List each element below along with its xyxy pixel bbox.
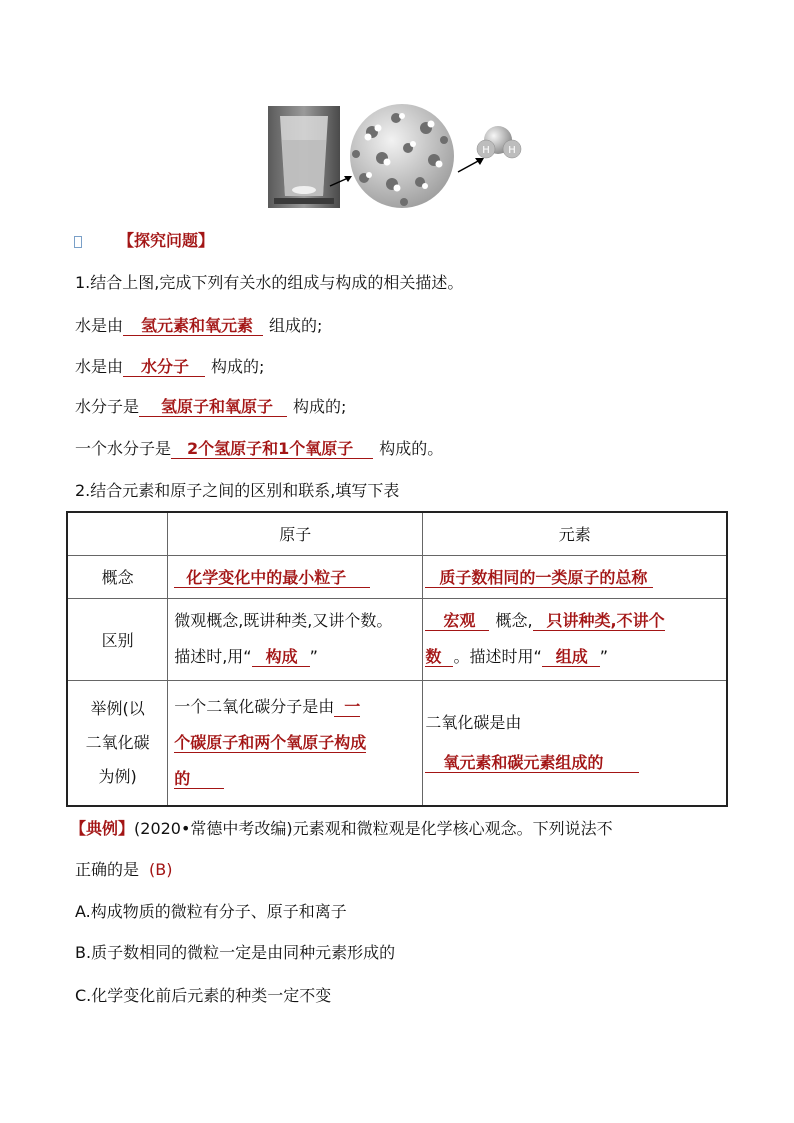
comparison-table — [66, 511, 728, 807]
option-b: B.质子数相同的微粒一定是由同种元素形成的 — [75, 943, 396, 962]
diff-atom-pre: 描述时,用“ — [174, 647, 252, 666]
table-corner-cell — [67, 512, 168, 555]
row-label-difference: 区别 — [67, 598, 168, 680]
q1-line-4-pre: 一个水分子是 — [75, 439, 172, 458]
example-line-1 — [70, 818, 613, 840]
example-atom-pre: 一个二氧化碳分子是由 — [174, 696, 335, 716]
row-label-example-2: 二氧化碳 — [85, 732, 150, 752]
q1-line-3-post: 构成的; — [293, 397, 347, 416]
diff-element-blank-3 — [425, 647, 453, 667]
header-element: 元素 — [423, 512, 727, 555]
row-label-example — [67, 680, 168, 806]
q1-line-2 — [75, 356, 264, 378]
diff-element-blank-1 — [425, 611, 489, 631]
atom-label: H — [482, 145, 490, 156]
diff-element-answer-4: 组成 — [555, 647, 588, 666]
example-element-line-2 — [425, 743, 726, 783]
diff-atom-post: ” — [309, 647, 318, 666]
example-element-blank — [425, 753, 639, 773]
table-row-example — [67, 680, 727, 806]
example-element-answer: 氧元素和碳元素组成的 — [443, 752, 604, 772]
example-text-2: 正确的是 — [75, 860, 140, 879]
q1-line-3-answer: 氢原子和氧原子 — [161, 397, 274, 416]
concept-element-answer: 质子数相同的一类原子的总称 — [439, 568, 648, 587]
concept-element-cell — [423, 555, 727, 598]
q1-line-2-post: 构成的; — [211, 357, 265, 376]
section-title: 【探究问题】 — [118, 231, 215, 250]
example-atom-blank-2 — [174, 733, 366, 753]
table-row-concept — [67, 555, 727, 598]
diff-element-post: ” — [599, 647, 609, 666]
q1-line-4-post: 构成的。 — [379, 439, 444, 458]
diff-element-line-1 — [425, 603, 726, 639]
example-atom-answer-3: 的 — [174, 768, 191, 788]
example-atom-answer-1: 一 — [344, 696, 361, 716]
water-figure-svg — [268, 104, 530, 210]
example-text-1: (2020•常德中考改编)元素观和微粒观是化学核心观念。下列说法不 — [134, 819, 613, 838]
diff-element-answer-2: 只讲种类,不讲个 — [546, 611, 665, 630]
example-atom-cell — [168, 680, 423, 806]
atom-label: H — [508, 145, 516, 156]
q1-line-3-pre: 水分子是 — [75, 397, 140, 416]
example-answer: (B) — [149, 860, 173, 879]
header-atom: 原子 — [168, 512, 423, 555]
diff-atom-cell — [168, 598, 423, 680]
q1-line-4-blank — [171, 439, 373, 459]
diff-atom-line-1: 微观概念,既讲种类,又讲个数。 — [174, 611, 393, 630]
concept-atom-answer: 化学变化中的最小粒子 — [186, 568, 347, 587]
q1-line-1-blank — [123, 316, 263, 336]
diff-element-mid: 概念, — [495, 611, 533, 630]
diff-element-blank-2 — [533, 611, 665, 631]
diff-atom-answer: 构成 — [265, 647, 298, 666]
page-marker-icon — [74, 236, 82, 248]
example-element-pre: 二氧化碳是由 — [425, 712, 522, 732]
diff-element-cell — [423, 598, 727, 680]
example-tag: 【典例】 — [70, 819, 135, 838]
q2-intro: 2.结合元素和原子之间的区别和联系,填写下表 — [75, 481, 400, 500]
q1-line-1-post: 组成的; — [269, 316, 323, 335]
diff-element-line-2 — [425, 639, 726, 675]
example-atom-answer-2: 个碳原子和两个氧原子构成 — [174, 732, 367, 752]
q1-line-1-pre: 水是由 — [75, 316, 124, 335]
example-atom-line-3 — [174, 761, 422, 797]
q1-line-4-answer: 2个氢原子和1个氧原子 — [187, 439, 354, 458]
table-row-difference — [67, 598, 727, 680]
q1-intro: 1.结合上图,完成下列有关水的组成与构成的相关描述。 — [75, 273, 464, 292]
diff-atom-blank — [252, 647, 310, 667]
table-header-row — [67, 512, 727, 555]
diff-element-pre: 。描述时用“ — [453, 647, 542, 666]
section-heading — [74, 230, 214, 252]
q1-line-2-blank — [123, 357, 205, 377]
concept-atom-blank — [174, 568, 370, 588]
example-atom-blank-1 — [334, 697, 360, 717]
diff-element-answer-3: 数 — [425, 647, 442, 666]
water-figure — [268, 104, 530, 210]
option-c: C.化学变化前后元素的种类一定不变 — [75, 986, 332, 1005]
q1-line-3 — [75, 396, 346, 418]
example-atom-blank-3 — [174, 769, 224, 789]
q1-line-4 — [75, 438, 443, 460]
row-label-concept: 概念 — [67, 555, 168, 598]
concept-atom-cell — [168, 555, 423, 598]
concept-element-blank — [425, 568, 653, 588]
q1-line-2-pre: 水是由 — [75, 357, 124, 376]
example-element-cell — [423, 680, 727, 806]
diff-atom-line-2 — [174, 639, 422, 675]
example-line-2 — [75, 859, 172, 881]
example-atom-line-1 — [174, 689, 422, 725]
diff-element-blank-4 — [542, 647, 600, 667]
example-atom-line-2 — [174, 725, 422, 761]
diff-element-answer-1: 宏观 — [443, 611, 476, 630]
row-label-example-1: 举例(以 — [90, 698, 145, 718]
q1-line-1-answer: 氢元素和氧元素 — [141, 316, 254, 335]
option-a: A.构成物质的微粒有分子、原子和离子 — [75, 902, 347, 921]
row-label-example-3: 为例) — [98, 766, 137, 786]
q1-line-2-answer: 水分子 — [141, 357, 190, 376]
q1-line-1 — [75, 315, 322, 337]
q1-line-3-blank — [139, 397, 287, 417]
